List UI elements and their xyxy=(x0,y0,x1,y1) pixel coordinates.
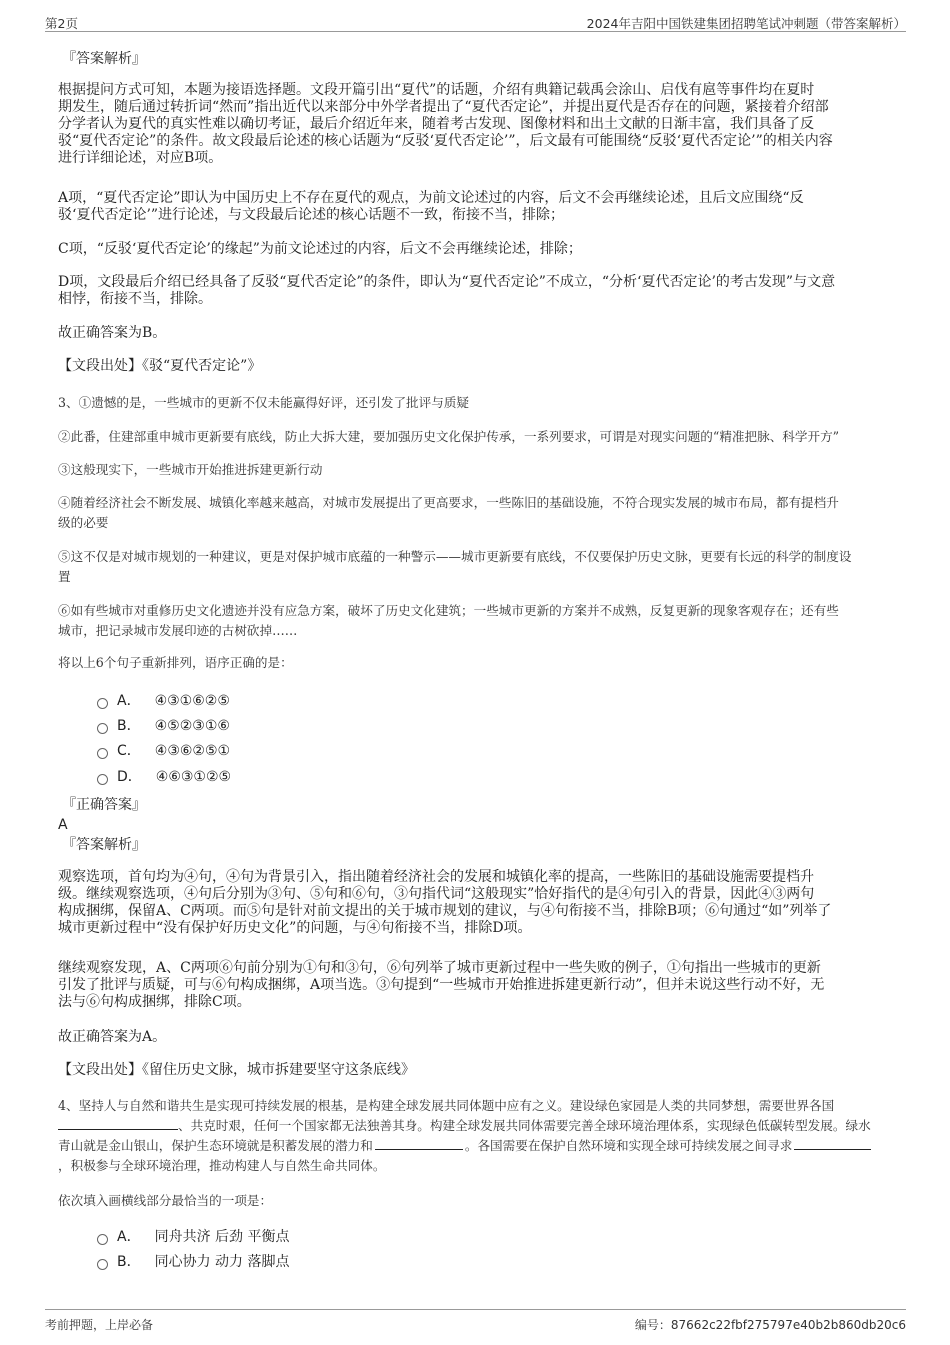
text-line: 法与⑥句构成捆绑，排除C项。 xyxy=(58,994,251,1010)
radio-icon[interactable] xyxy=(97,774,108,785)
text-line: A项，“夏代否定论”即认为中国历史上不存在夏代的观点，为前文论述过的内容，后文不会再继续论述，且后文应围绕“反 xyxy=(58,190,804,206)
q3-sentence-1: 3、①遗憾的是，一些城市的更新不仅未能赢得好评，还引发了批评与质疑 xyxy=(58,395,470,410)
blank-line xyxy=(375,1137,463,1150)
radio-icon[interactable] xyxy=(97,748,108,759)
text-line: 进行详细论述，对应B项。 xyxy=(58,150,223,166)
q2-analysis-paragraph-4 xyxy=(58,274,835,308)
text-line: 城市更新过程中“没有保护好历史文化”的问题，与④句衔接不当，排除D项。 xyxy=(58,920,532,936)
text-line: 、共克时艰，任何一个国家都无法独善其身。构建全球发展共同体需要完善全球环境治理体系，实现绿色低碳转型发展。绿水 xyxy=(58,1116,871,1136)
text-line: 观察选项，首句均为④句，④句为背景引入，指出随着经济社会的发展和城镇化率的提高，一些陈旧的基础设施需要提档升 xyxy=(58,869,814,885)
text-line: 青山就是金山银山，保护生态环境就是积蓄发展的潜力和 。各国需要在保护自然环境和实现全球可持续发展之间寻求 xyxy=(58,1136,871,1156)
q3-prompt: 将以上6个句子重新排列，语序正确的是： xyxy=(58,655,293,670)
q3-sentence-6 xyxy=(58,601,839,641)
q2-analysis-paragraph-3 xyxy=(58,241,582,258)
q3-sentence-3: ③这般现实下，一些城市开始推进拆建更新行动 xyxy=(58,462,323,477)
q3-option-d[interactable] xyxy=(97,767,231,787)
document-title: 2024年吉阳中国铁建集团招聘笔试冲刺题（带答案解析） xyxy=(586,16,906,31)
q4-stem xyxy=(58,1096,871,1176)
q3-analysis-paragraph-2 xyxy=(58,960,824,1011)
option-letter: C． xyxy=(117,743,141,759)
option-text: 同心协力 动力 落脚点 xyxy=(154,1254,290,1270)
page-number: 第2页 xyxy=(45,16,78,31)
q2-source: 【文段出处】《驳“夏代否定论”》 xyxy=(58,358,262,374)
option-text: ④③⑥②⑤① xyxy=(154,743,231,759)
q3-sentence-5 xyxy=(58,547,851,587)
q3-conclusion: 故正确答案为A。 xyxy=(58,1029,167,1045)
q2-analysis-paragraph-2 xyxy=(58,190,804,224)
q3-sentence-4 xyxy=(58,493,839,533)
option-letter: A． xyxy=(117,693,141,709)
radio-icon[interactable] xyxy=(97,1259,108,1270)
q3-option-b[interactable] xyxy=(97,716,230,736)
text-line: 驳‘夏代否定论’”进行论述，与文段最后论述的核心话题不一致，衔接不当，排除； xyxy=(58,207,565,223)
text-line: ④随着经济社会不断发展、城镇化率越来越高，对城市发展提出了更高要求，一些陈旧的基础设施，不符合现实发展的城市布局，都有提档升 xyxy=(58,495,839,510)
footer-slogan: 考前押题，上岸必备 xyxy=(45,1318,154,1332)
option-text: ④⑥③①②⑤ xyxy=(155,769,232,785)
correct-answer: A xyxy=(58,817,68,833)
text-line: 相悖，衔接不当，排除。 xyxy=(58,291,212,307)
radio-icon[interactable] xyxy=(97,1234,108,1245)
q3-source: 【文段出处】《留住历史文脉，城市拆建要坚守这条底线》 xyxy=(58,1062,415,1078)
text-line: 级的必要 xyxy=(58,515,109,530)
analysis-label: 『答案解析』 xyxy=(62,51,146,67)
page-header xyxy=(45,9,906,32)
q2-analysis-paragraph-1 xyxy=(58,82,833,167)
text-line: 根据提问方式可知，本题为接语选择题。文段开篇引出“夏代”的话题，介绍有典籍记载禹会涂山、启伐有扈等事件均在夏时 xyxy=(58,82,815,98)
radio-icon[interactable] xyxy=(97,698,108,709)
text-line: 4、坚持人与自然和谐共生是实现可持续发展的根基，是构建全球发展共同体题中应有之义。建设绿色家园是人类的共同梦想，需要世界各国 xyxy=(58,1098,835,1113)
q2-conclusion: 故正确答案为B。 xyxy=(58,325,167,341)
text-line: 引发了批评与质疑，可与⑥句构成捆绑，A项当选。③句提到“一些城市开始推进拆建更新行动”，但并未说这些行动不好，无 xyxy=(58,977,825,993)
option-text: ④③①⑥②⑤ xyxy=(154,693,230,709)
text-line: ，积极参与全球环境治理，推动构建人与自然生命共同体。 xyxy=(58,1158,386,1173)
document-id: 编号：87662c22fbf275797e40b2b860db20c6 xyxy=(634,1318,906,1332)
text-line: 驳“夏代否定论”的条件。故文段最后论述的核心话题为“反驳‘夏代否定论’”，后文最有可能围绕“反驳‘夏代否定论’”的相关内容 xyxy=(58,133,833,149)
option-letter: D． xyxy=(117,769,142,785)
q4-prompt: 依次填入画横线部分最恰当的一项是： xyxy=(58,1193,273,1208)
q3-sentence-2: ②此番，住建部重申城市更新要有底线，防止大拆大建，要加强历史文化保护传承，一系列要求，可谓是对现实问题的“精准把脉、科学开方” xyxy=(58,429,840,444)
option-text: ④⑤②③①⑥ xyxy=(154,718,230,734)
q4-option-a[interactable] xyxy=(97,1227,289,1247)
text-line: 级。继续观察选项，④句后分别为③句、⑤句和⑥句，③句指代词“这般现实”恰好指代的是④句引入的背景，因此④③两句 xyxy=(58,886,815,902)
text-line: 继续观察发现，A、C两项⑥句前分别为①句和③句，⑥句列举了城市更新过程中一些失败的例子，①句指出一些城市的更新 xyxy=(58,960,821,976)
text-line: 构成捆绑，保留A、C两项。而⑤句是针对前文提出的关于城市规划的建议，与④句衔接不当，排除B项；⑥句通过“如”列举了 xyxy=(58,903,832,919)
q3-option-c[interactable] xyxy=(97,741,230,761)
text-line: 城市，把记录城市发展印迹的古树砍掉…… xyxy=(58,623,298,638)
text-line: D项，文段最后介绍已经具备了反驳“夏代否定论”的条件，即认为“夏代否定论”不成立，“分析‘夏代否定论’的考古发现”与文意 xyxy=(58,274,836,290)
blank-line xyxy=(794,1137,871,1150)
q3-analysis-paragraph-1 xyxy=(58,869,831,937)
page-footer xyxy=(45,1309,906,1332)
analysis-label: 『答案解析』 xyxy=(62,837,146,853)
text-line: ⑤这不仅是对城市规划的一种建议，更是对保护城市底蕴的一种警示——城市更新要有底线，不仅要保护历史文脉，更要有长远的科学的制度设 xyxy=(58,549,852,564)
q3-option-a[interactable] xyxy=(97,691,230,711)
q4-option-b[interactable] xyxy=(97,1252,290,1272)
option-letter: B． xyxy=(117,718,141,734)
text-line: ⑥如有些城市对重修历史文化遗迹并没有应急方案，破坏了历史文化建筑；一些城市更新的方案并不成熟，反复更新的现象客观存在；还有些 xyxy=(58,603,839,618)
radio-icon[interactable] xyxy=(97,723,108,734)
option-text: 同舟共济 后劲 平衡点 xyxy=(154,1229,290,1245)
text-line: 置 xyxy=(58,569,71,584)
text-line: C项，“反驳‘夏代否定论’的缘起”为前文论述过的内容，后文不会再继续论述，排除； xyxy=(58,241,582,257)
option-letter: A． xyxy=(117,1229,141,1245)
text-line: 分学者认为夏代的真实性难以确切考证，最后介绍近年来，随着考古发现、图像材料和出土文献的日渐丰富，我们具备了反 xyxy=(58,116,814,132)
option-letter: B． xyxy=(117,1254,141,1270)
text-line: 期发生，随后通过转折词“然而”指出近代以来部分中外学者提出了“夏代否定论”，并提出夏代是否存在的问题，紧接着介绍部 xyxy=(58,99,829,115)
blank-line xyxy=(58,1117,178,1130)
answer-label: 『正确答案』 xyxy=(62,797,146,813)
